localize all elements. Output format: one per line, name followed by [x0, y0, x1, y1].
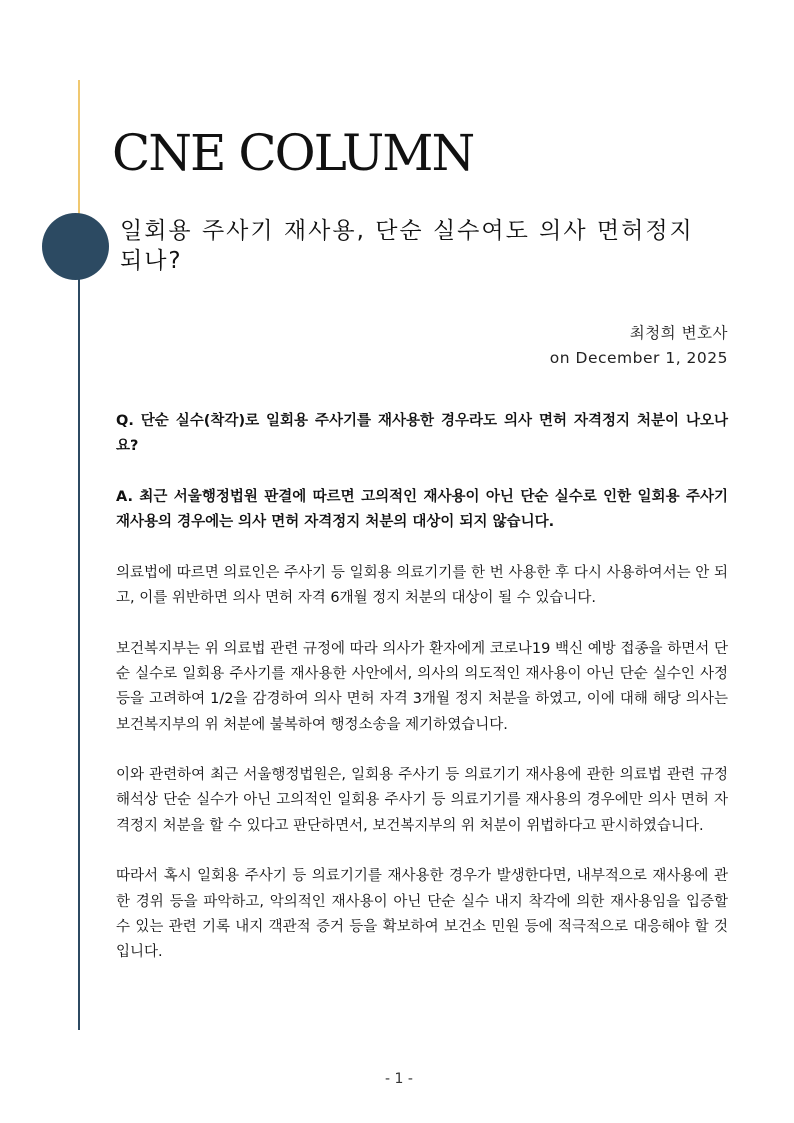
- body-paragraph: 보건복지부는 위 의료법 관련 규정에 따라 의사가 환자에게 코로나19 백신 예방 접종을 하면서 단순 실수로 일회용 주사기를 재사용한 사안에서, 의사의 의도적인 재사용이 아닌 단순 실수인 사정 등을 고려하여 1/2을 감경하여 의사 면허 자격 3개월 정지 처분을 하였고, 이에 대해 해당 의사는 보건복지부의 위 처분에 불복하여 행정소송을 제기하였습니다.: [116, 640, 728, 733]
- body-paragraph: 의료법에 따르면 의료인은 주사기 등 일회용 의료기기를 한 번 사용한 후 다시 사용하여서는 안 되고, 이를 위반하면 의사 면허 자격 6개월 정지 처분의 대상이 될 수 있습니다.: [116, 564, 728, 607]
- byline: [400, 321, 728, 371]
- column-brand-title: CNE COLUMN: [112, 124, 474, 182]
- question-paragraph: Q. 단순 실수(착각)로 일회용 주사기를 재사용한 경우라도 의사 면허 자격정지 처분이 나오나요?: [116, 413, 728, 455]
- page-number: - 1 -: [385, 1071, 413, 1087]
- answer-paragraph: A. 최근 서울행정법원 판결에 따르면 고의적인 재사용이 아닌 단순 실수로 인한 일회용 주사기 재사용의 경우에는 의사 면허 자격정지 처분의 대상이 되지 않습니다.: [116, 488, 728, 531]
- article-body: [116, 409, 728, 991]
- timeline-dot: [42, 213, 109, 280]
- article-title: 일회용 주사기 재사용, 단순 실수여도 의사 면허정지 되나?: [120, 218, 694, 274]
- timeline-line-navy: [78, 248, 80, 1030]
- publish-date: on December 1, 2025: [549, 349, 728, 367]
- body-paragraph: 이와 관련하여 최근 서울행정법원은, 일회용 주사기 등 의료기기 재사용에 관한 의료법 관련 규정 해석상 단순 실수가 아닌 고의적인 일회용 주사기 등 의료기기를 재사용의 경우에만 의사 면허 자격정지 처분을 할 수 있다고 판단하면서, 보건복지부의 위 처분이 위법하다고 판시하였습니다.: [116, 767, 728, 834]
- body-paragraph: 따라서 혹시 일회용 주사기 등 의료기기를 재사용한 경우가 발생한다면, 내부적으로 재사용에 관한 경위 등을 파악하고, 악의적인 재사용이 아닌 단순 실수 내지 착각에 의한 재사용임을 입증할 수 있는 관련 기록 내지 객관적 증거 등을 확보하여 보건소 민원 등에 적극적으로 대응해야 할 것입니다.: [116, 868, 728, 961]
- author-name: 최청희 변호사: [629, 324, 728, 342]
